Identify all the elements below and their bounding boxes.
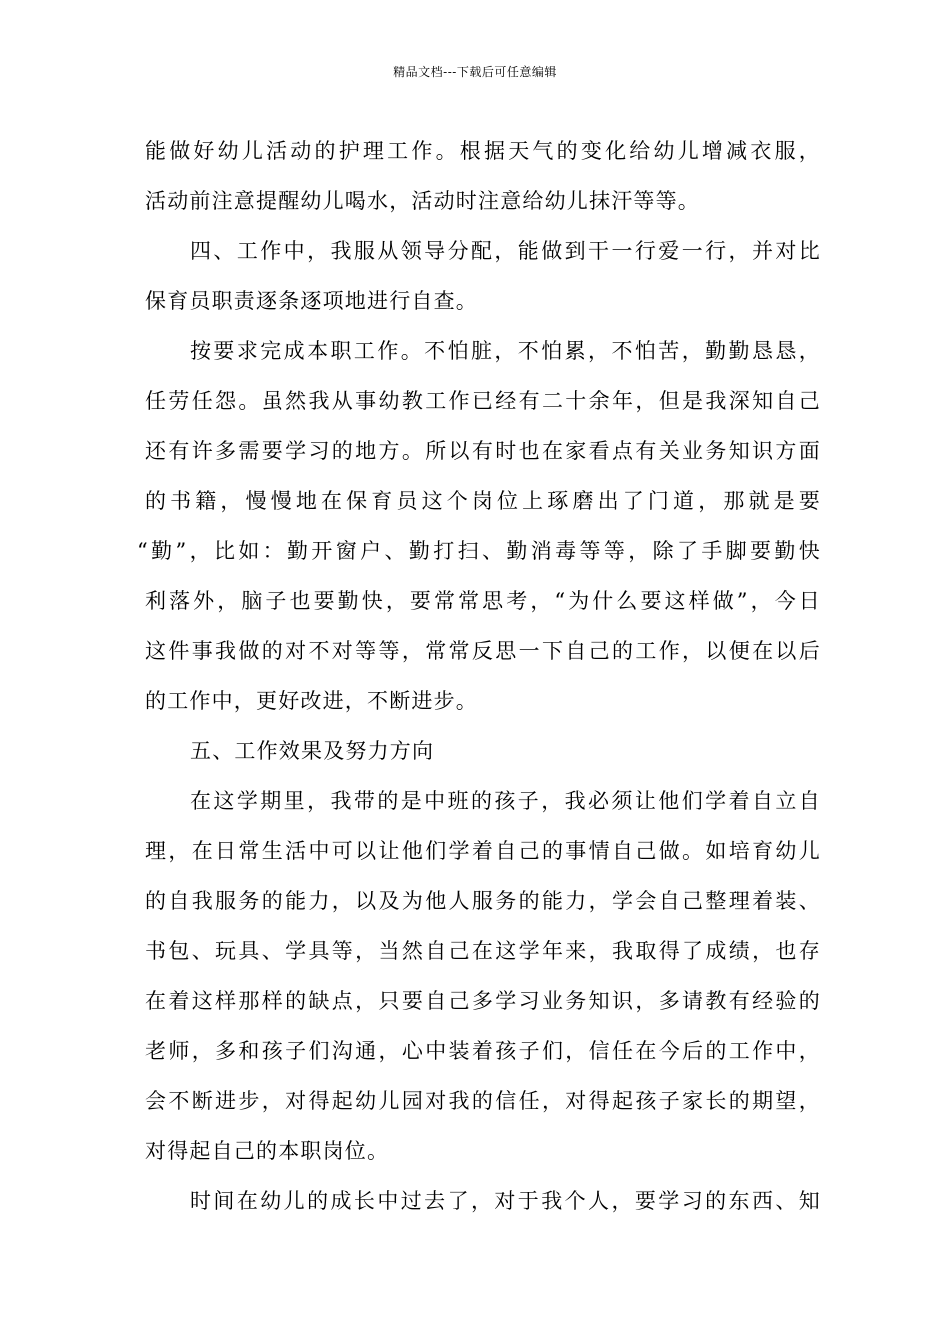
text-line: 保育员职责逐条逐项地进行自查。 (145, 289, 478, 313)
text-line: 按要求完成本职工作。不怕脏，不怕累，不怕苦，勤勤恳恳， (190, 339, 821, 363)
text-line: 这件事我做的对不对等等，常常反思一下自己的工作，以便在以后 (145, 639, 821, 663)
text-line: 任劳任怨。虽然我从事幼教工作已经有二十余年，但是我深知自己 (145, 389, 821, 413)
text-line: 书包、玩具、学具等，当然自己在这学年来，我取得了成绩，也存 (145, 939, 821, 963)
text-line: 的工作中，更好改进，不断进步。 (145, 689, 478, 713)
text-line: 的书籍，慢慢地在保育员这个岗位上琢磨出了门道，那就是要 (145, 489, 821, 513)
page-header: 精品文档---下载后可任意编辑 (393, 65, 557, 79)
text-line: 时间在幼儿的成长中过去了，对于我个人，要学习的东西、知 (190, 1189, 821, 1213)
text-line: 会不断进步，对得起幼儿园对我的信任，对得起孩子家长的期望， (145, 1089, 821, 1113)
text-line: 的自我服务的能力，以及为他人服务的能力，学会自己整理着装、 (145, 889, 821, 913)
section-heading: 五、工作效果及努力方向 (190, 739, 435, 763)
text-line: 还有许多需要学习的地方。所以有时也在家看点有关业务知识方面 (145, 439, 821, 463)
text-line: 理，在日常生活中可以让他们学着自己的事情自己做。如培育幼儿 (145, 839, 821, 863)
text-line: 活动前注意提醒幼儿喝水，活动时注意给幼儿抹汗等等。 (145, 189, 700, 213)
text-line: 能做好幼儿活动的护理工作。根据天气的变化给幼儿增减衣服， (145, 139, 821, 163)
text-line: 四、工作中，我服从领导分配，能做到干一行爱一行，并对比 (190, 239, 821, 263)
text-line: 利落外，脑子也要勤快，要常常思考，“为什么要这样做”，今日 (145, 589, 821, 613)
text-line: “勤”，比如：勤开窗户、勤打扫、勤消毒等等，除了手脚要勤快 (137, 539, 821, 563)
text-line: 对得起自己的本职岗位。 (145, 1139, 390, 1163)
text-line: 在这学期里，我带的是中班的孩子，我必须让他们学着自立自 (190, 789, 821, 813)
text-line: 在着这样那样的缺点，只要自己多学习业务知识，多请教有经验的 (145, 989, 821, 1013)
text-line: 老师，多和孩子们沟通，心中装着孩子们，信任在今后的工作中， (145, 1039, 821, 1063)
document-body (137, 126, 821, 1226)
